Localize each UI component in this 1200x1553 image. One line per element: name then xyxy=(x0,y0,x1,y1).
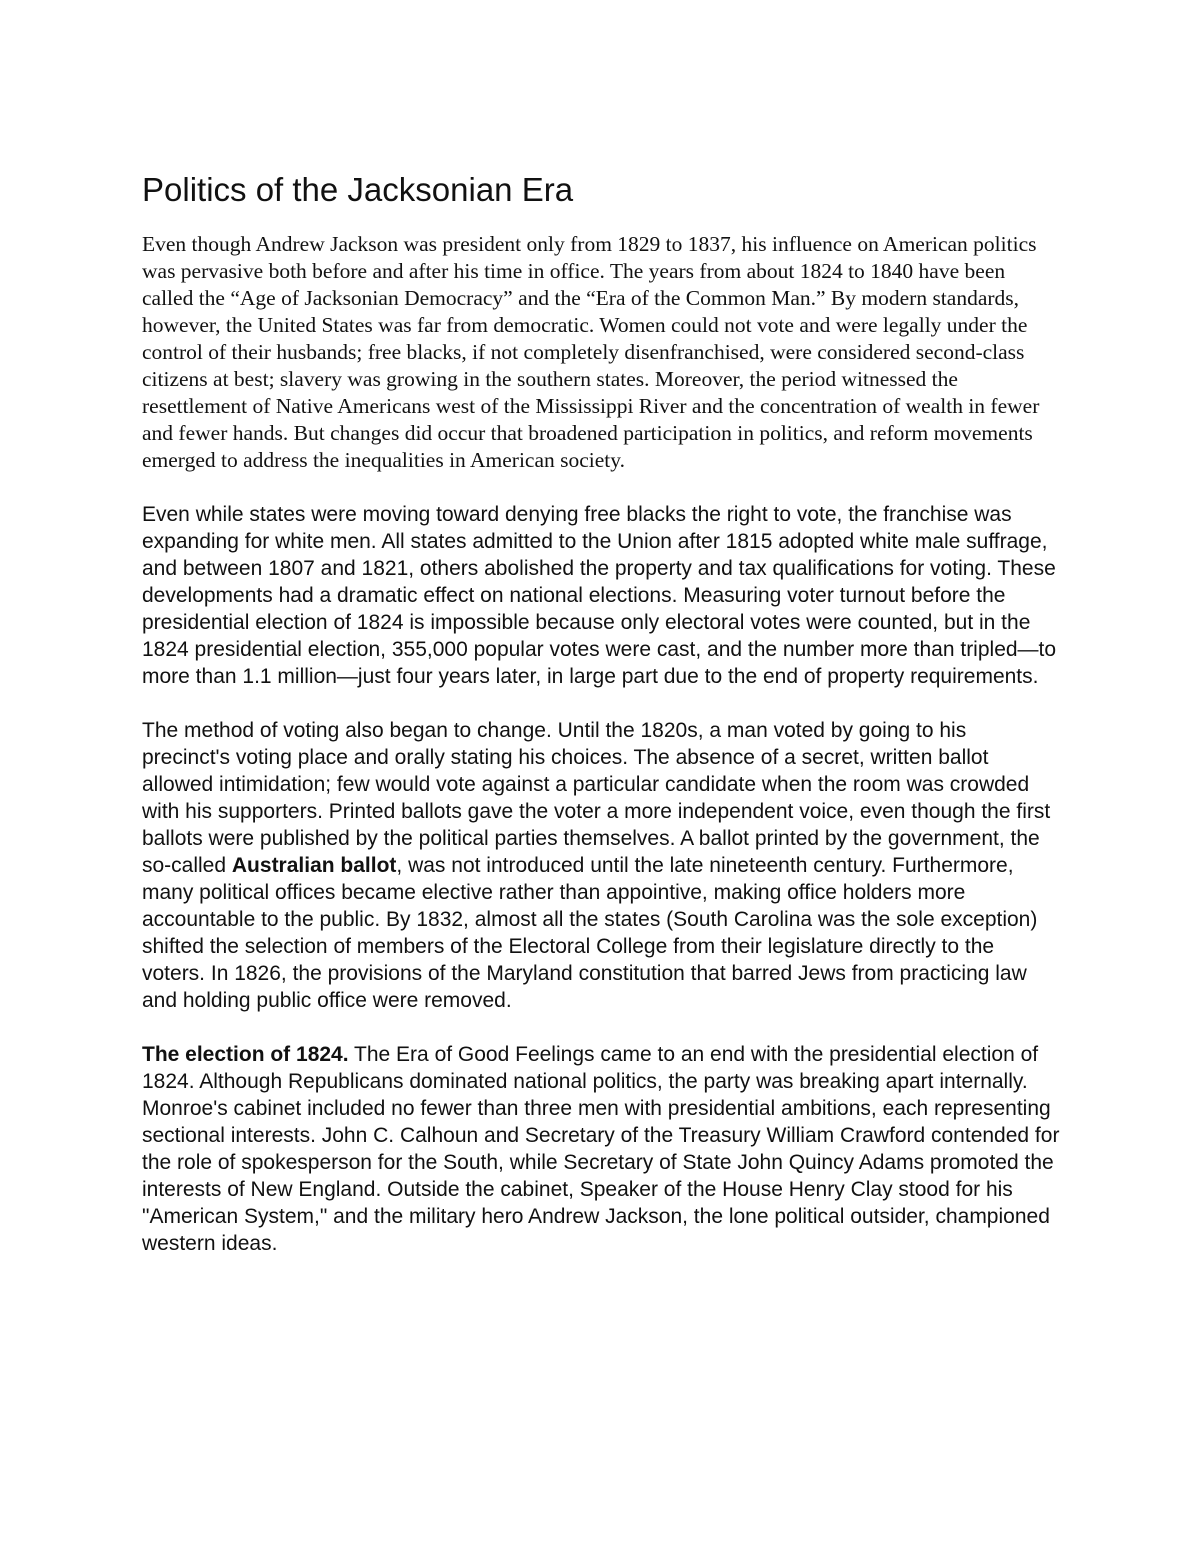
paragraph-intro: Even though Andrew Jackson was president only from 1829 to 1837, his influence on American politics was pervasive both before and after his time in office. The years from about 1824 to 1840 have been called the “Age of Jacksonian Democracy” and the “Era of the Common Man.” By modern standards, however, the United States was far from democratic. Women could not vote and were legally under the control of their husbands; free blacks, if not completely disenfranchised, were considered second-class citizens at best; slavery was growing in the southern states. Moreover, the period witnessed the resettlement of Native Americans west of the Mississippi River and the concentration of wealth in fewer and fewer hands. But changes did occur that broadened participation in politics, and reform movements emerged to address the inequalities in American society. xyxy=(142,232,1040,472)
paragraph-voting-method xyxy=(142,717,1060,1014)
paragraph-franchise: Even while states were moving toward denying free blacks the right to vote, the franchise was expanding for white men. All states admitted to the Union after 1815 adopted white male suffrage, and between 1807 and 1821, others abolished the property and tax qualifications for voting. These developments had a dramatic effect on national elections. Measuring voter turnout before the presidential election of 1824 is impossible because only electoral votes were counted, but in the 1824 presidential election, 355,000 popular votes were cast, and the number more than tripled—to more than 1.1 million—just four years later, in large part due to the end of property requirements. xyxy=(142,503,1057,688)
page-title: Politics of the Jacksonian Era xyxy=(142,171,574,208)
election-1824-heading: The election of 1824. xyxy=(142,1043,349,1066)
paragraph-voting-method-text-a: The method of voting also began to change. Until the 1820s, a man voted by going to his precinct's voting place and orally stating his choices. The absence of a secret, written ballot allowed intimidation; few would vote against a particular candidate when the room was crowded with his supporters. Printed ballots gave the voter a more independent voice, even though the first ballots were published by the political parties themselves. A ballot printed by the government, the so-called xyxy=(142,719,1051,877)
paragraph-voting-method-text-b: , was not introduced until the late nineteenth century. Furthermore, many political offices became elective rather than appointive, making office holders more accountable to the public. By 1832, almost all the states (South Carolina was the sole exception) shifted the selection of members of the Electoral College from their legislature directly to the voters. In 1826, the provisions of the Maryland constitution that barred Jews from practicing law and holding public office were removed. xyxy=(142,854,1038,1012)
australian-ballot-term: Australian ballot xyxy=(231,854,397,877)
paragraph-election-1824-text: The Era of Good Feelings came to an end with the presidential election of 1824. Although Republicans dominated national politics, the party was breaking apart internally. Monroe's cabinet included no fewer than three men with presidential ambitions, each representing sectional interests. John C. Calhoun and Secretary of the Treasury William Crawford contended for the role of spokesperson for the South, while Secretary of State John Quincy Adams promoted the interests of New England. Outside the cabinet, Speaker of the House Henry Clay stood for his "American System," and the military hero Andrew Jackson, the lone political outsider, championed western ideas. xyxy=(142,1043,1060,1255)
document-body xyxy=(142,168,1060,1284)
paragraph-election-1824 xyxy=(142,1041,1060,1257)
